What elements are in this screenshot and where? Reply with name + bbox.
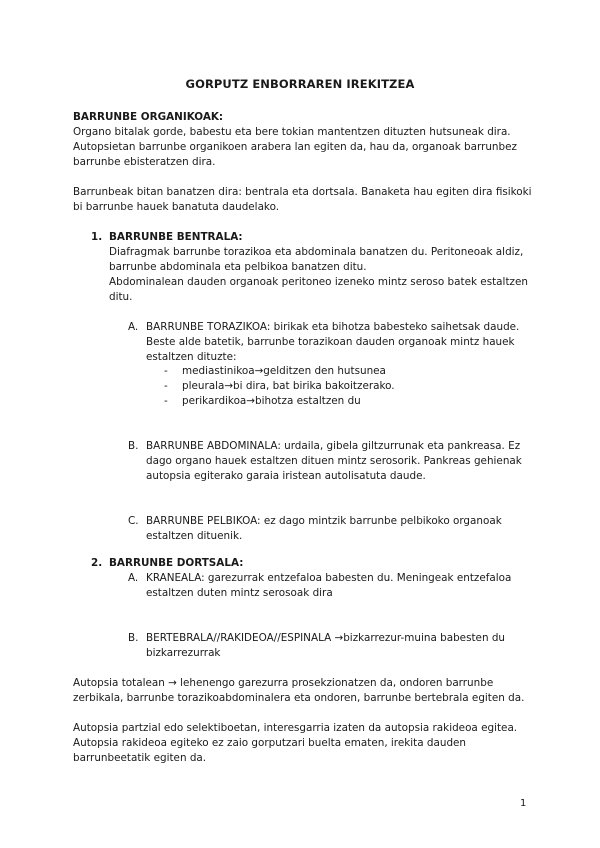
- ventral-heading: BARRUNBE BENTRALA:: [109, 231, 243, 243]
- organic-line: Autopsietan barrunbe organikoen arabera lan egiten da, hau da, organoak barrunbez: [73, 141, 517, 153]
- section-partial: [73, 721, 517, 766]
- thoracic-line: BARRUNBE TORAZIKOA: birikak eta bihotza babesteko saihetsak daude.: [146, 321, 520, 333]
- page-number: 1: [520, 798, 527, 809]
- pelvic-line: estaltzen dituenik.: [146, 530, 243, 542]
- partial-line: Autopsia partzial edo selektiboetan, interesgarria izaten da autopsia rakideoa egitea.: [73, 722, 518, 734]
- dash-marker: -: [164, 395, 168, 407]
- sub-letter: B.: [128, 440, 139, 452]
- list-item: pleurala→bi dira, bat birika bakoitzerako.: [182, 380, 395, 392]
- total-line: Autopsia totalean → lehenengo garezurra prosekzionatzen da, ondoren barrunbe: [73, 677, 494, 689]
- abdominal-line: BARRUNBE ABDOMINALA: urdaila, gibela giltzurrunak eta pankreasa. Ez: [146, 440, 521, 452]
- section-ventral: [109, 230, 528, 305]
- page-title: GORPUTZ ENBORRAREN IREKITZEA: [185, 77, 415, 91]
- ventral-line: Diafragmak barrunbe torazikoa eta abdominala banatzen du. Peritoneoak aldiz,: [109, 246, 524, 258]
- ventral-line: Abdominalean dauden organoak peritoneo izeneko mintz seroso batek estaltzen: [109, 276, 528, 288]
- thoracic-line: estaltzen dituzte:: [146, 351, 237, 363]
- abdominal-line: autopsia egiterako garaia iristean autolisatuta daude.: [146, 470, 426, 482]
- sub-letter: B.: [128, 632, 139, 644]
- dorsal-heading: BARRUNBE DORTSALA:: [109, 557, 244, 569]
- sub-letter: A.: [128, 321, 139, 333]
- sub-cranial: [146, 571, 511, 601]
- organic-heading: BARRUNBE ORGANIKOAK:: [73, 111, 224, 123]
- abdominal-line: dago organo hauek estaltzen dituen mintz serosorik. Pankreas gehienak: [146, 455, 522, 467]
- dash-marker: -: [164, 365, 168, 377]
- sub-pelvic: [146, 514, 502, 544]
- sub-vertebral: [146, 631, 505, 661]
- dash-marker: -: [164, 380, 168, 392]
- ventral-line: barrunbe abdominala eta pelbikoa banatzen ditu.: [109, 261, 367, 273]
- vertebral-line: BERTEBRALA//RAKIDEOA//ESPINALA →bizkarrezur-muina babesten du: [146, 632, 506, 644]
- cranial-line: KRANEALA: garezurrak entzefaloa babesten du. Meningeak entzefaloa: [146, 572, 512, 584]
- vertebral-line: bizkarrezurrak: [146, 647, 221, 659]
- ventral-line: ditu.: [109, 291, 133, 303]
- sub-letter: C.: [128, 515, 139, 527]
- list-item: perikardikoa→bihotza estaltzen du: [182, 395, 361, 407]
- list-item: mediastinikoa→gelditzen den hutsunea: [182, 365, 386, 377]
- dorsal-number: 2.: [91, 557, 103, 569]
- section-total: [73, 676, 529, 706]
- partial-line: barrunbeetatik egiten da.: [73, 752, 207, 764]
- pelvic-line: BARRUNBE PELBIKOA: ez dago mintzik barrunbe pelbikoko organoak: [146, 515, 502, 527]
- sub-letter: A.: [128, 572, 139, 584]
- cranial-line: estaltzen duten mintz serosoak dira: [146, 587, 333, 599]
- organic-line: barrunbe ebisteratzen dira.: [73, 156, 216, 168]
- organic-line: Organo bitalak gorde, babestu eta bere tokian mantentzen dituzten hutsuneak dira.: [73, 126, 511, 138]
- section-dorsal: [109, 556, 243, 571]
- sub-abdominal: [146, 439, 522, 484]
- total-line: zerbikala, barrunbe torazikoabdominalera eta ondoren, barrunbe bertebrala egiten da.: [73, 692, 525, 704]
- intro-line: bi barrunbe hauek banatuta daudelako.: [73, 201, 280, 213]
- intro-line: Barrunbeak bitan banatzen dira: bentrala eta dortsala. Banaketa hau egiten dira fisikoki: [73, 186, 532, 198]
- partial-line: Autopsia rakideoa egiteko ez zaio gorputzari buelta ematen, irekita dauden: [73, 737, 467, 749]
- section-organic: [73, 110, 517, 170]
- sub-thoracic: [146, 320, 519, 365]
- section-intro: [73, 185, 532, 215]
- ventral-number: 1.: [91, 231, 103, 243]
- thoracic-line: Beste alde batetik, barrunbe torazikoan dauden organoak mintz hauek: [146, 336, 515, 348]
